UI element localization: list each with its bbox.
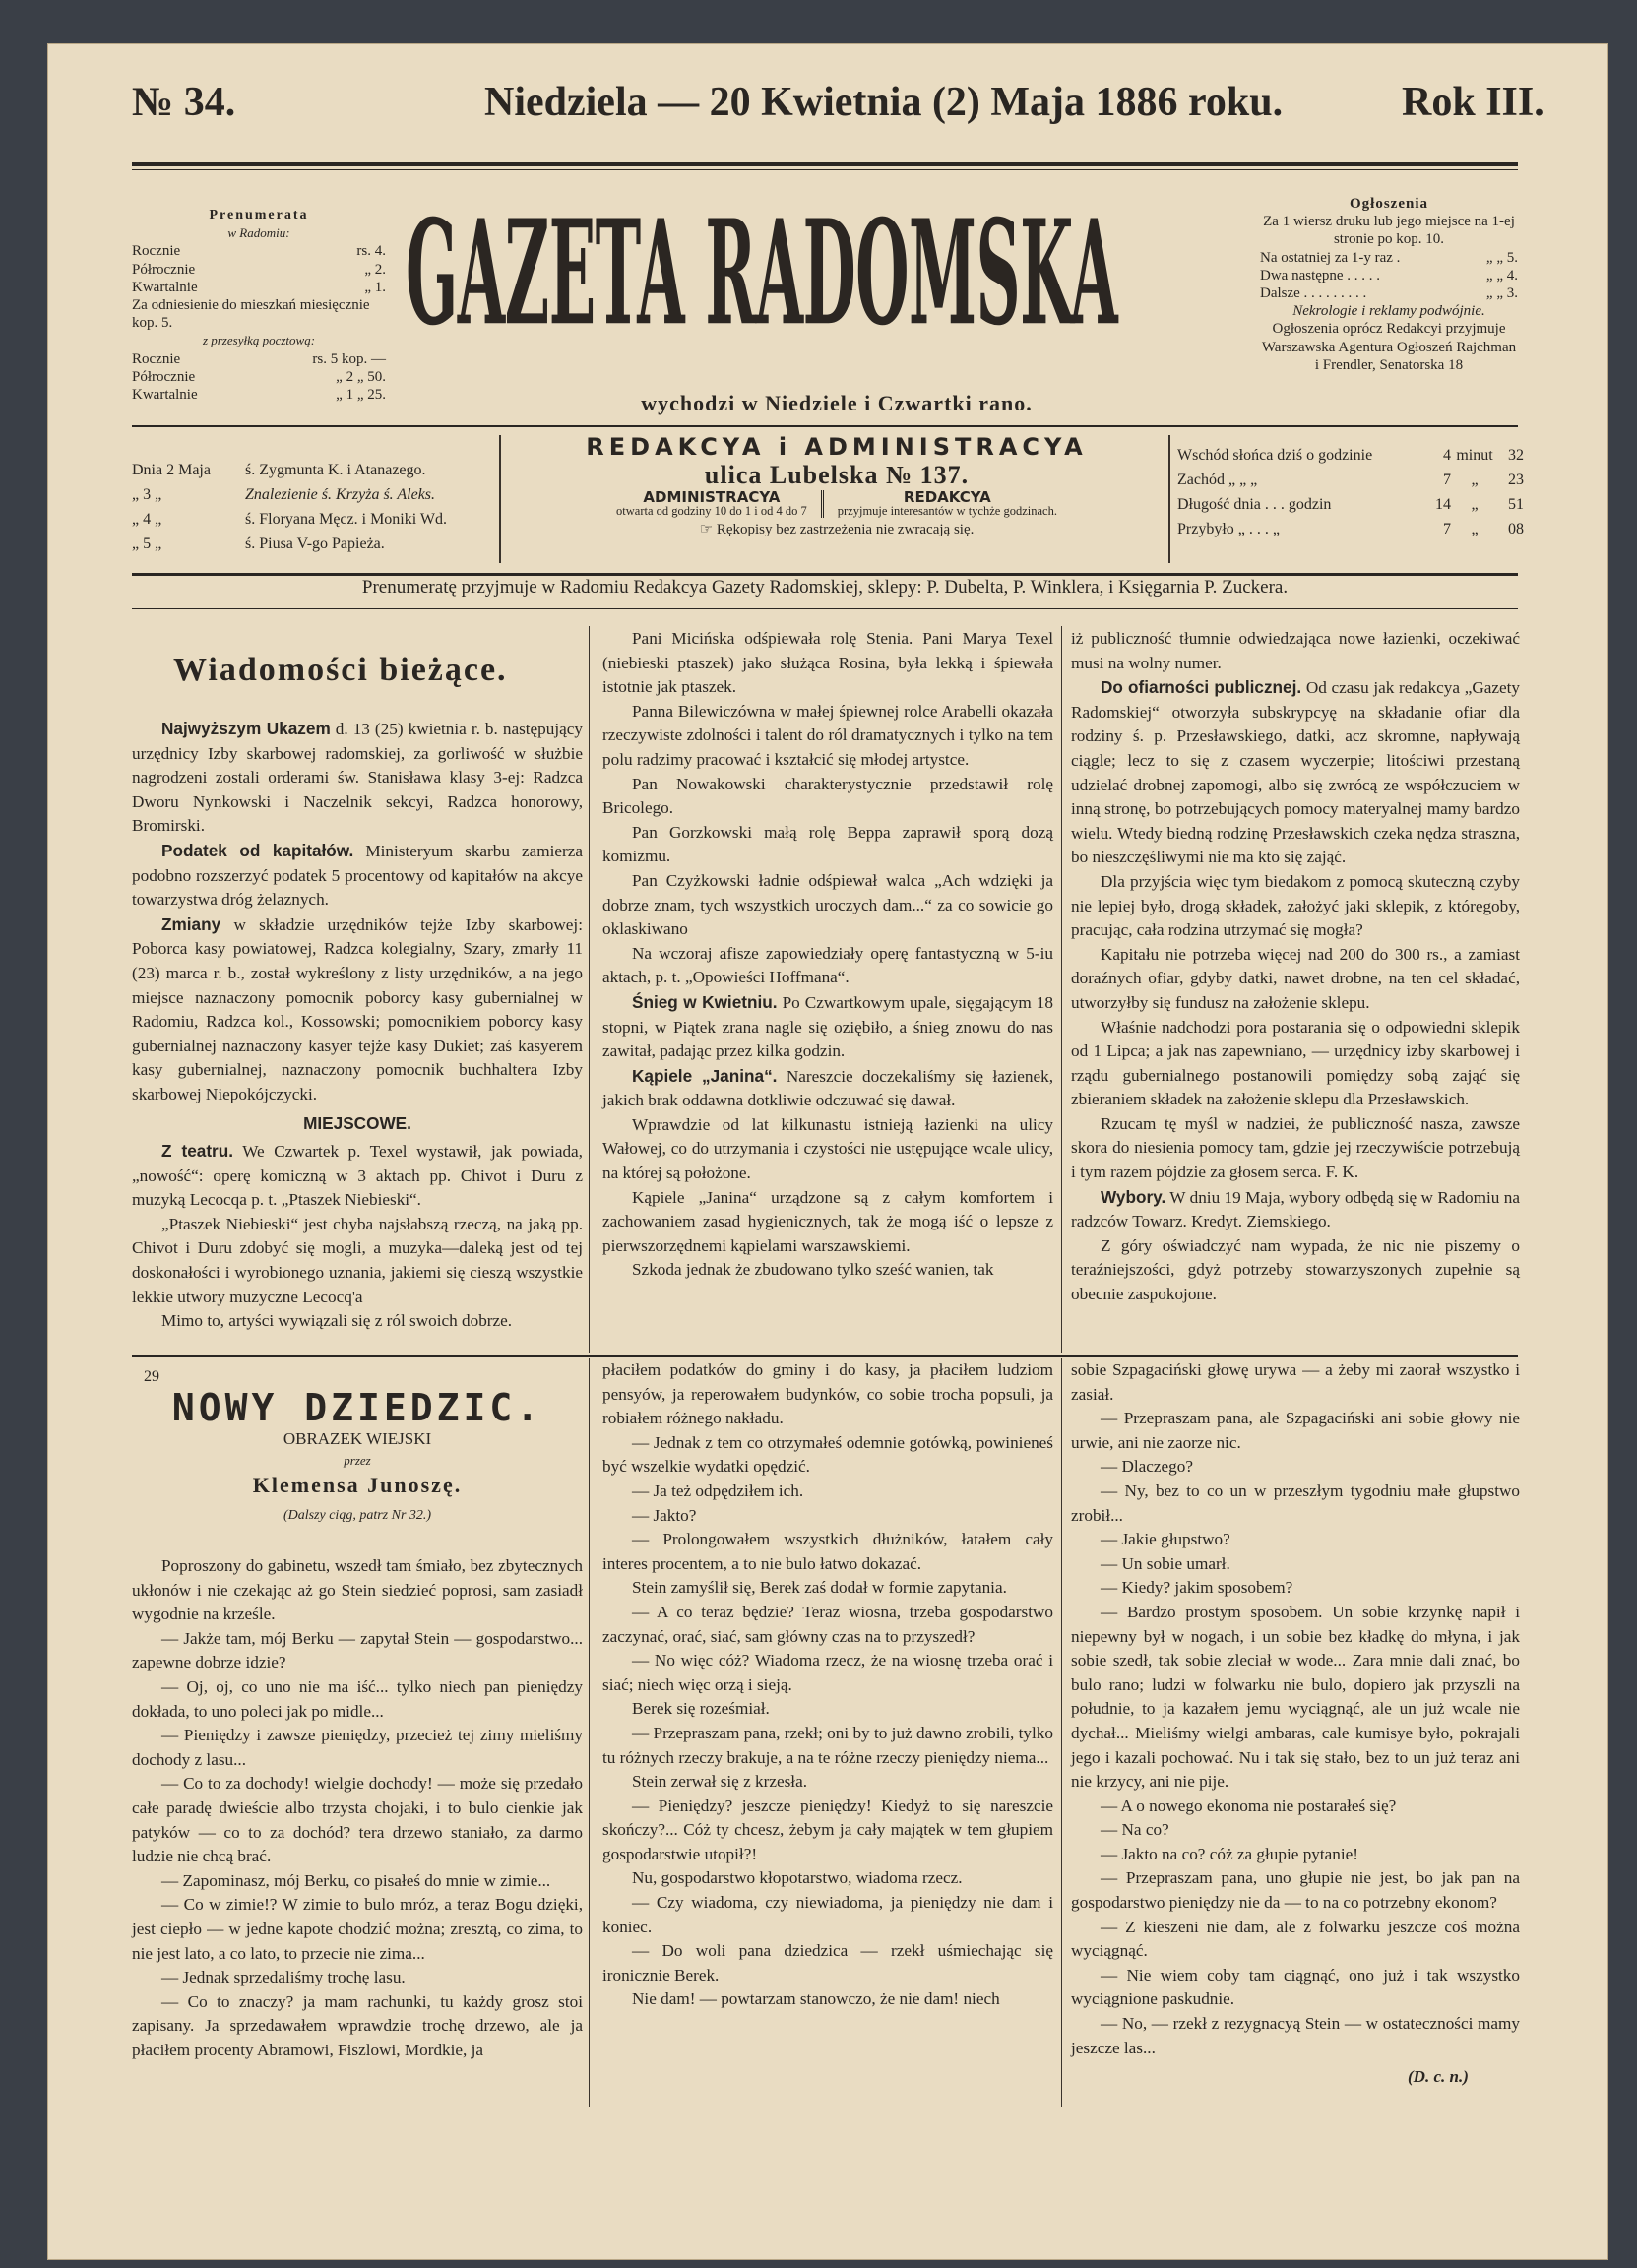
news-text: Szkoda jednak że zbudowano tylko sześć wanien, tak	[632, 1260, 994, 1280]
news-text: Po Czwartkowym upale, sięgającym 18 stopni, w Piątek zrana nagle się oziębiło, a śnieg znowu do nas zawitał, padając przez kilka godzin.	[602, 992, 1053, 1061]
news-paragraph	[132, 717, 583, 839]
news-lead: Kąpiele „Janina“.	[632, 1065, 778, 1086]
feuilleton-paragraph: — Jednak z tem co otrzymałeś odemnie gotówką, powinieneś być wszelkie wydatki opędzić.	[602, 1432, 1053, 1477]
masthead-subtitle: wychodzi w Niedziele i Czwartki rano.	[641, 391, 1033, 415]
section-rule	[132, 608, 1518, 609]
price-value: rs. 4.	[356, 243, 386, 260]
news-paragraph	[1071, 1112, 1520, 1185]
feuilleton-title: NOWY DZIEDZIC.	[171, 1386, 543, 1429]
sun-row	[1177, 517, 1524, 541]
ogloszenia-box	[1260, 195, 1518, 374]
feuilleton-paragraph: sobie Szpagaciński głowę urywa — a żeby mi zaorał wszystko i zasiał.	[1071, 1360, 1520, 1404]
feuilleton-paragraph: — Bardzo prostym sposobem. Un sobie krzynkę napił i niepewny był w nogach, i un sobie bez kładkę do młyna, i jak sobie szedł, tak sobie zleciał w wode... Zara mnie dali znać, bo bulo rano; ludzi w folwarku nie bulo, dopiero jak przyszli na południe, to ja kazałem jemu wyciągnąć, ale un już wcale nie dychał... Mieliśmy wielgi ambaras, cale kumisye było, pokrajali jego i kazali pochować. Nu i tak się stało, bez to un już teraz ani nie krzycy, ani nie pije.	[1071, 1602, 1520, 1792]
feuilleton-paragraph: — Pieniędzy? jeszcze pieniędzy! Kiedyż to się nareszcie skończy?... Cóż ty chcesz, żebym ja cały majątek w tem głupiem gospodarstwie utopił?!	[602, 1796, 1053, 1863]
calendar-row	[132, 482, 496, 507]
price-value: „ 2.	[364, 261, 386, 278]
news-paragraph	[602, 990, 1053, 1064]
calendar-saint: ś. Piusa V-go Papieża.	[245, 536, 385, 552]
redakcya-note-text: Rękopisy bez zastrzeżenia nie zwracają się.	[716, 522, 975, 537]
news-lead: Podatek od kapitałów.	[161, 840, 354, 860]
news-paragraph	[132, 1309, 583, 1334]
feuilleton-paragraph: — Przepraszam pana, rzekł; oni by to już dawno zrobili, tylko tu różnych rzeczy brakuje, a na te różne rzeczy pieniędzy niema...	[602, 1723, 1053, 1767]
prenumerata-box	[132, 207, 386, 404]
editor-hours	[838, 490, 1057, 518]
sun-unit: „	[1471, 496, 1479, 513]
feuilleton-author: Klemensa Junoszę.	[252, 1473, 463, 1497]
feuilleton-paragraph: — Jakto na co? cóż za głupie pytanie!	[1101, 1844, 1359, 1863]
feuilleton-paragraph: — Przepraszam pana, ale Szpagaciński ani sobie głowy nie urwie, ani nie zaorze nic.	[1071, 1409, 1520, 1452]
feuilleton-paragraph: — A co teraz będzie? Teraz wiosna, trzeba gospodarstwo zaczynać, orać, siać, sam główny czas na to przyszedł?	[602, 1602, 1053, 1646]
header-row	[85, 79, 1544, 158]
calendar-day: „ 3 „	[132, 486, 162, 503]
price-label: Półrocznie	[132, 368, 196, 385]
calendar-row	[132, 458, 496, 482]
news-lead: Z teatru.	[161, 1141, 234, 1162]
subscribe-line: Prenumeratę przyjmuje w Radomiu Redakcya Gazety Radomskiej, sklepy: P. Dubelta, P. Winklera, i Księgarnia P. Zuckera.	[361, 577, 1289, 598]
header-rule	[132, 162, 1518, 166]
news-heading: Wiadomości bieżące.	[173, 652, 508, 688]
price-value: „ 1.	[364, 279, 386, 295]
feuilleton-paragraph: — Un sobie umarł.	[1101, 1553, 1230, 1573]
sun-unit: „	[1471, 472, 1479, 488]
ad-label: Na ostatniej za 1-y raz .	[1260, 249, 1401, 266]
feuilleton-paragraph: — Oj, oj, co uno nie ma iść... tylko niech pan pieniędzy dokłada, to uno poleci jak po midle...	[132, 1676, 583, 1721]
feuilleton-paragraph: Stein zamyślił się, Berek zaś dodał w formie zapytania.	[632, 1578, 1007, 1598]
prenumerata-line	[132, 368, 386, 386]
feuilleton-paragraph: — Dlaczego?	[1101, 1457, 1194, 1477]
feuilleton-paragraph: Nu, gospodarstwo kłopotarstwo, wiadoma rzecz.	[632, 1868, 963, 1888]
news-paragraph	[1071, 1185, 1520, 1234]
prenumerata-sub1: w Radomiu:	[227, 225, 290, 241]
price-value: „ 1 „ 25.	[336, 387, 386, 404]
feuilleton-column-1	[132, 1554, 583, 2062]
section-rule	[132, 573, 1518, 576]
section-subheading: MIEJSCOWE.	[303, 1112, 411, 1133]
news-text: Wprawdzie od lat kilkunastu istnieją łazienki na ulicy Wałowej, co do utrzymania i czystości nie ustępujące wcale ulicy, na której są położone.	[602, 1114, 1053, 1183]
editor-text: przyjmuje interesantów w tychże godzinach.	[837, 504, 1057, 518]
sun-hours: 7	[1443, 521, 1451, 537]
price-label: Rocznie	[132, 243, 181, 260]
prenumerata-line	[132, 350, 386, 368]
feuilleton-paragraph: — Przepraszam pana, uno głupie nie jest, bo jak pan na gospodarstwo pieniędzy nie da — to na co potrzebny ekonom?	[1071, 1868, 1520, 1913]
news-paragraph	[132, 1213, 583, 1309]
news-text: Mimo to, artyści wywiązali się z ról swoich dobrze.	[161, 1311, 513, 1331]
price-value: rs. 5 kop. —	[312, 350, 386, 367]
feuilleton-paragraph: — Ja też odpędziłem ich.	[632, 1480, 804, 1500]
ogloszenia-footer: Ogłoszenia oprócz Redakcyi przyjmuje Warszawska Agentura Ogłoszeń Rajchman i Frendler, Senatorska 18	[1261, 321, 1517, 373]
news-text: w składzie urzędników tejże Izby skarbowej: Poborca kasy powiatowej, Radzca kolegialny, Szary, zmarły 11 (23) marca r. b., został wykreślony z listy urzędników, a na jego miejsce naznaczony pomocnik poborcy kasy gubernialnej w Radomiu, Radzca kol., Kossowski; pomocnikiem poborcy kasy gubernialnej naznaczony kasyer tejże kasy Dukiet; zaś kasyerem kasy gubernialnej, naznaczony pomocnik buchhaltera Izby skarbowej Niepokójczycki.	[132, 914, 583, 1103]
redakcya-address: ulica Lubelska № 137.	[704, 461, 970, 489]
feuilleton-header	[132, 1386, 583, 1524]
sun-unit: minut	[1456, 447, 1493, 464]
news-paragraph	[602, 869, 1053, 942]
admin-hours	[616, 490, 807, 518]
prenumerata-line	[132, 279, 386, 296]
calendar-day: „ 5 „	[132, 536, 162, 552]
news-text: „Ptaszek Niebieski“ jest chyba najsłabszą rzeczą, na jaką pp. Chivot i Duru zdobyć się mogli, a muzyka—daleką jest od tej doskonałości i wyrobionego uznania, jakiemi się cieszą wszystkie lekkie utwory muzyczne Lecocq'a	[132, 1214, 583, 1306]
column-divider	[589, 1358, 590, 2107]
ogloszenia-row	[1260, 249, 1518, 267]
news-text: Na wczoraj afisze zapowiedziały operę fantastyczną w 5-iu aktach, p. t. „Opowieści Hoffmana“.	[602, 943, 1053, 987]
masthead-title: GAZETA RADOMSKA	[406, 202, 1118, 358]
prenumerata-line	[132, 386, 386, 404]
news-paragraph	[132, 1139, 583, 1213]
news-text: W dniu 19 Maja, wybory odbędą się w Radomiu na radzców Towarz. Kredyt. Ziemskiego.	[1071, 1187, 1520, 1231]
news-text: Kapitału nie potrzeba więcej nad 200 do 300 rs., a zamiast doraźnych ofiar, gdyby datki, nawet drobne, na ten cel składać, utworzyłby się fundusz na założenie sklepu.	[1071, 944, 1520, 1012]
news-paragraph	[1071, 870, 1520, 943]
news-text: Ministeryum skarbu zamierza podobno rozszerzyć podatek 5 procentowy od kapitałów na akcye towarzystwa dróg żelaznych.	[132, 841, 583, 910]
sun-minutes: 23	[1508, 472, 1524, 488]
prenumerata-title: Prenumerata	[209, 208, 309, 222]
issue-number: № 34.	[132, 80, 236, 125]
sun-label: Wschód słońca dziś o godzinie	[1177, 447, 1373, 464]
news-text: We Czwartek p. Texel wystawił, jak powiada, „nowość“: operę komiczną w 3 aktach pp. Chivot i Duru z muzyką Lecocqa p. t. „Ptaszek Niebieski“.	[132, 1142, 583, 1210]
ogloszenia-row	[1260, 284, 1518, 302]
news-text: d. 13 (25) kwietnia r. b. następujący urzędnicy Izby skarbowej radomskiej, za gorliwość w służbie nagrodzeni zostali orderami św. Stanisława klasy 3-ej: Radzca Dworu Nynkowski i Naczelnik sekcyi, Radzca honorowy, Bromirski.	[132, 720, 583, 836]
feuilleton-paragraph: — Jakże tam, mój Berku — zapytał Stein — gospodarstwo... zapewne dobrze idzie?	[132, 1628, 583, 1672]
news-column-1	[132, 717, 583, 1334]
issue-date: Niedziela — 20 Kwietnia (2) Maja 1886 roku.	[484, 80, 1284, 125]
news-text: Kąpiele „Janina“ urządzone są z całym komfortem i zachowaniem zasad hygienicznych, tak że mogą iść o lepsze z pierwszorzędnemi kąpielami warszawskiemi.	[602, 1187, 1053, 1255]
feuilleton-paragraph: — Co to znaczy? ja mam rachunki, tu każdy grosz stoi zapisany. Ja sprzedawałem wprawdzie trochę drzewo, ale ja płaciłem procenty Abramowi, Fiszlowi, Mordkie, ja	[132, 1991, 583, 2059]
feuilleton-paragraph: — Jakto?	[632, 1505, 697, 1525]
sun-row	[1177, 492, 1524, 517]
price-label: Kwartalnie	[132, 387, 198, 404]
redakcya-title: REDAKCYA i ADMINISTRACYA	[586, 433, 1088, 461]
feuilleton-paragraph: — Pieniędzy i zawsze pieniędzy, przecież tej zimy mieliśmy dochody z lasu...	[132, 1726, 583, 1769]
news-text: Nareszcie doczekaliśmy się łazienek, jakich brak oddawna dotkliwie odczuwać się dawał.	[602, 1066, 1053, 1110]
column-divider	[1061, 1358, 1062, 2107]
feuilleton-column-3	[1071, 1358, 1520, 2060]
redakcya-note	[512, 520, 1162, 538]
feuilleton-paragraph: — Nie wiem coby tam ciągnąć, ono już i tak wszystko wyciągnione paskudnie.	[1071, 1965, 1520, 2009]
news-paragraph	[602, 773, 1053, 821]
sun-label: Przybyło „ . . . „	[1177, 521, 1280, 537]
news-lead: Najwyższym Ukazem	[161, 719, 331, 738]
feuilleton-paragraph: — Jednak sprzedaliśmy trochę lasu.	[161, 1968, 406, 1987]
news-paragraph	[1071, 627, 1520, 675]
news-lead: Wybory.	[1101, 1186, 1166, 1207]
feuilleton-end: (D. c. n.)	[1408, 2067, 1469, 2086]
news-paragraph	[602, 1113, 1053, 1186]
news-paragraph	[602, 942, 1053, 990]
feuilleton-paragraph: — A o nowego ekonoma nie postarałeś się?	[1101, 1796, 1397, 1815]
ad-label: Dwa następne . . . . .	[1260, 267, 1381, 284]
feuilleton-paragraph: płaciłem podatków do gminy i do kasy, ja płaciłem ludziom pensyów, ja reperowałem budynków, co sobie trocha popsuli, ja robiałem różnego nakładu.	[602, 1360, 1053, 1428]
redakcya-box	[512, 433, 1162, 538]
news-paragraph	[132, 839, 583, 913]
news-paragraph	[1071, 675, 1520, 870]
news-text: Dla przyjścia więc tym biedakom z pomocą skuteczną czyby nie lepiej było, drogą składek, założyć jaki sklepik, z któregoby, pracując, cała rodzina utrzymać się mogła?	[1071, 871, 1520, 940]
news-paragraph	[602, 1186, 1053, 1259]
news-paragraph	[602, 700, 1053, 773]
column-divider	[1061, 626, 1062, 1353]
calendar-saint: ś. Floryana Męcz. i Moniki Wd.	[245, 511, 448, 528]
news-text: Pan Nowakowski charakterystycznie przedstawił rolę Bricolego.	[602, 774, 1053, 818]
column-divider	[589, 626, 590, 1353]
calendar-day: „ 4 „	[132, 511, 162, 528]
feuilleton-paragraph: Berek się roześmiał.	[632, 1699, 770, 1719]
news-text: iż publiczność tłumnie odwiedzająca nowe łazienki, oczekiwać musi na wolny numer.	[1071, 629, 1520, 672]
feuilleton-rule	[132, 1354, 1518, 1357]
feuilleton-paragraph: — Zapominasz, mój Berku, co pisałeś do mnie w zimie...	[161, 1870, 551, 1890]
sun-minutes: 32	[1508, 447, 1524, 464]
ad-value: „ „ 5.	[1485, 249, 1518, 266]
news-paragraph	[1071, 943, 1520, 1016]
issue-year: Rok III.	[1402, 80, 1544, 125]
news-paragraph	[602, 821, 1053, 869]
prenumerata-line	[132, 261, 386, 279]
calendar-row	[132, 532, 496, 556]
feuilleton-paragraph: — Z kieszeni nie dam, ale z folwarku jeszcze coś można wyciągnąć.	[1071, 1917, 1520, 1961]
news-text: Pani Micińska odśpiewała rolę Stenia. Pani Marya Texel (niebieski ptaszek) jako służąca Rosina, była lekką i śpiewała istotnie jak ptaszek.	[602, 629, 1053, 697]
news-paragraph	[602, 627, 1053, 700]
news-paragraph	[602, 1064, 1053, 1113]
feuilleton-paragraph: — Ny, bez to co un w przeszłym tygodniu małe głupstwo zrobił...	[1071, 1480, 1520, 1525]
sun-minutes: 51	[1508, 496, 1524, 513]
news-text: Rzucam tę myśl w nadziei, że publiczność nasza, zawsze skora do niesienia pomocy tam, gdzie jej rzeczywiście potrzebują i tym razem pójdzie za głosem serca. F. K.	[1071, 1113, 1520, 1182]
sun-hours: 7	[1443, 472, 1451, 488]
feuilleton-paragraph: — Na co?	[1101, 1820, 1169, 1840]
sun-label: Zachód „ „ „	[1177, 472, 1258, 488]
feuilleton-paragraph: Nie dam! — powtarzam stanowczo, że nie dam! niech	[632, 1989, 1000, 2009]
feuilleton-paragraph: — Do woli pana dziedzica — rzekł uśmiechając się ironicznie Berek.	[602, 1941, 1053, 1984]
calendar-day: Dnia 2 Maja	[132, 462, 211, 478]
calendar-box	[132, 458, 496, 556]
editor-label: REDAKCYA	[903, 488, 991, 506]
prenumerata-sub2: z przesyłką pocztową:	[202, 333, 316, 348]
admin-label: ADMINISTRACYA	[643, 488, 781, 506]
news-paragraph	[1071, 1016, 1520, 1112]
news-paragraph	[132, 913, 583, 1107]
news-text: Z góry oświadczyć nam wypada, że nic nie piszemy o teraźniejszości, gdyż potrzeby stowarzyszonych zupełnie są obecnie zaspokojone.	[1071, 1235, 1520, 1304]
news-text: Od czasu jak redakcya „Gazety Radomskiej“ otworzyła subskrypcyę na składanie ofiar dla rodziny ś. p. Przesławskiego, datki, acz skromne, napływają ciągle; lecz to się z czasem wyczerpie; litościwi przestaną udzielać drobnej zapomogi, albo się zwrócą ze współczuciem w inną stronę, bo potrzebujących pomocy materyalnej mamy bardzo wielu. Wtedy biedną rodzinę Przesławskich czeka nędza straszna, bo nieszczęśliwymi nie ma kto się zająć.	[1071, 678, 1520, 867]
price-label: Półrocznie	[132, 261, 196, 278]
hand-pointer-icon: ☞	[699, 522, 717, 537]
ad-label: Dalsze . . . . . . . . .	[1260, 285, 1367, 302]
sun-hours: 14	[1435, 496, 1451, 513]
news-lead: Zmiany	[161, 914, 221, 934]
calendar-saint: Znalezienie ś. Krzyża ś. Aleks.	[245, 486, 436, 503]
sun-label: Długość dnia . . . godzin	[1177, 496, 1332, 513]
feuilleton-paragraph: — Czy wiadoma, czy niewiadoma, ja pieniędzy nie dam i koniec.	[602, 1893, 1053, 1936]
feuilleton-paragraph: Stein zerwał się z krzesła.	[632, 1772, 808, 1792]
prenumerata-note: Za odniesienie do mieszkań miesięcznie kop. 5.	[132, 297, 370, 332]
sun-minutes: 08	[1508, 521, 1524, 537]
sun-hours: 4	[1443, 447, 1451, 464]
feuilleton-number: 29	[144, 1368, 159, 1385]
news-text: Właśnie nadchodzi pora postarania się o odpowiedni sklepik od 1 Lipca; a jak nas zapewniano, — urzędnicy izby skarbowej i rządu gubernialnego postanowili pomiędzy sobą zająć się zbieraniem składek na założenie sklepu dla Przesławskich.	[1071, 1017, 1520, 1109]
sun-unit: „	[1471, 521, 1479, 537]
ogloszenia-note: Nekrologie i reklamy podwójnie.	[1292, 303, 1485, 320]
sun-table	[1177, 443, 1524, 541]
ogloszenia-line1: Za 1 wiersz druku lub jego miejsce na 1-ej stronie po kop. 10.	[1263, 214, 1515, 248]
prenumerata-line	[132, 242, 386, 260]
sun-row	[1177, 468, 1524, 492]
news-lead: Śnieg w Kwietniu.	[632, 991, 778, 1012]
feuilleton-paragraph: — Prolongowałem wszystkich dłużników, łatałem cały interes procentem, a to nie bulo łatwo dokazać.	[602, 1530, 1053, 1573]
section-rule	[132, 425, 1518, 427]
feuilleton-paragraph: — Kiedy? jakim sposobem?	[1101, 1578, 1293, 1598]
feuilleton-paragraph: — No, — rzekł z rezygnacyą Stein — w ostateczności mamy jeszcze las...	[1071, 2014, 1520, 2057]
feuilleton-paragraph: — No więc cóż? Wiadoma rzecz, że na wiosnę trzeba orać i siać; niech więc orzą i sieją.	[602, 1651, 1053, 1694]
feuilleton-continuation: (Dalszy ciąg, patrz Nr 32.)	[283, 1508, 432, 1523]
divider	[1168, 435, 1170, 563]
feuilleton-paragraph: Poproszony do gabinetu, wszedł tam śmiało, bez zbytecznych ukłonów i nie czekając aż go Stein siedzieć poprosi, sam zasiadł wygodnie na krześle.	[132, 1556, 583, 1624]
feuilleton-paragraph: — Jakie głupstwo?	[1101, 1530, 1230, 1549]
price-value: „ 2 „ 50.	[336, 368, 386, 385]
feuilleton-by: przez	[344, 1453, 371, 1468]
header-rule-thin	[132, 169, 1518, 170]
ogloszenia-row	[1260, 267, 1518, 284]
price-label: Rocznie	[132, 350, 181, 367]
ad-value: „ „ 3.	[1485, 285, 1518, 302]
masthead	[406, 202, 1252, 399]
sun-row	[1177, 443, 1524, 468]
news-column-3	[1071, 627, 1520, 1307]
admin-text: otwarta od godziny 10 do 1 i od 4 do 7	[616, 504, 807, 518]
news-text: Panna Bilewiczówna w małej śpiewnej rolce Arabelli okazała rzeczywiste zdolności i talent do ról dramatycznych i tylko na tem polu radzimy pracować i kształcić się młodej artystce.	[602, 701, 1053, 769]
news-lead: Do ofiarności publicznej.	[1101, 677, 1302, 698]
price-label: Kwartalnie	[132, 279, 198, 295]
redakcya-hours	[512, 490, 1162, 518]
calendar-saint: ś. Zygmunta K. i Atanazego.	[245, 462, 426, 478]
feuilleton-column-2	[602, 1358, 1053, 2012]
divider	[499, 435, 501, 563]
news-text: Pan Gorzkowski małą rolę Beppa zaprawił sporą dozą komizmu.	[602, 822, 1053, 866]
ad-value: „ „ 4.	[1485, 267, 1518, 284]
news-paragraph	[1071, 1234, 1520, 1307]
ogloszenia-title: Ogłoszenia	[1350, 196, 1428, 212]
news-text: Pan Czyżkowski ładnie odśpiewał walca „Ach wdzięki ja dobrze znam, tych wszystkich uroczych dam...“ za co sowicie go oklaskiwano	[602, 870, 1053, 939]
feuilleton-subtitle: OBRAZEK WIEJSKI	[283, 1429, 432, 1448]
news-column-2	[602, 627, 1053, 1283]
news-paragraph	[602, 1258, 1053, 1283]
feuilleton-paragraph: — Co to za dochody! wielgie dochody! — może się przedało całe paradę dwieście albo trzysta chojaki, i to bulo cienkie jak patyków — co to za dochód? tera drzewo staniało, za darmo ludzie nie chcą brać.	[132, 1774, 583, 1866]
feuilleton-paragraph: — Co w zimie!? W zimie to bulo mróz, a teraz Bogu dzięki, jest ciepło — w jedne kapote chodzić można; zresztą, co zima, to nie jest lato, a co lato, to przecie nie zima...	[132, 1895, 583, 1963]
calendar-row	[132, 507, 496, 532]
